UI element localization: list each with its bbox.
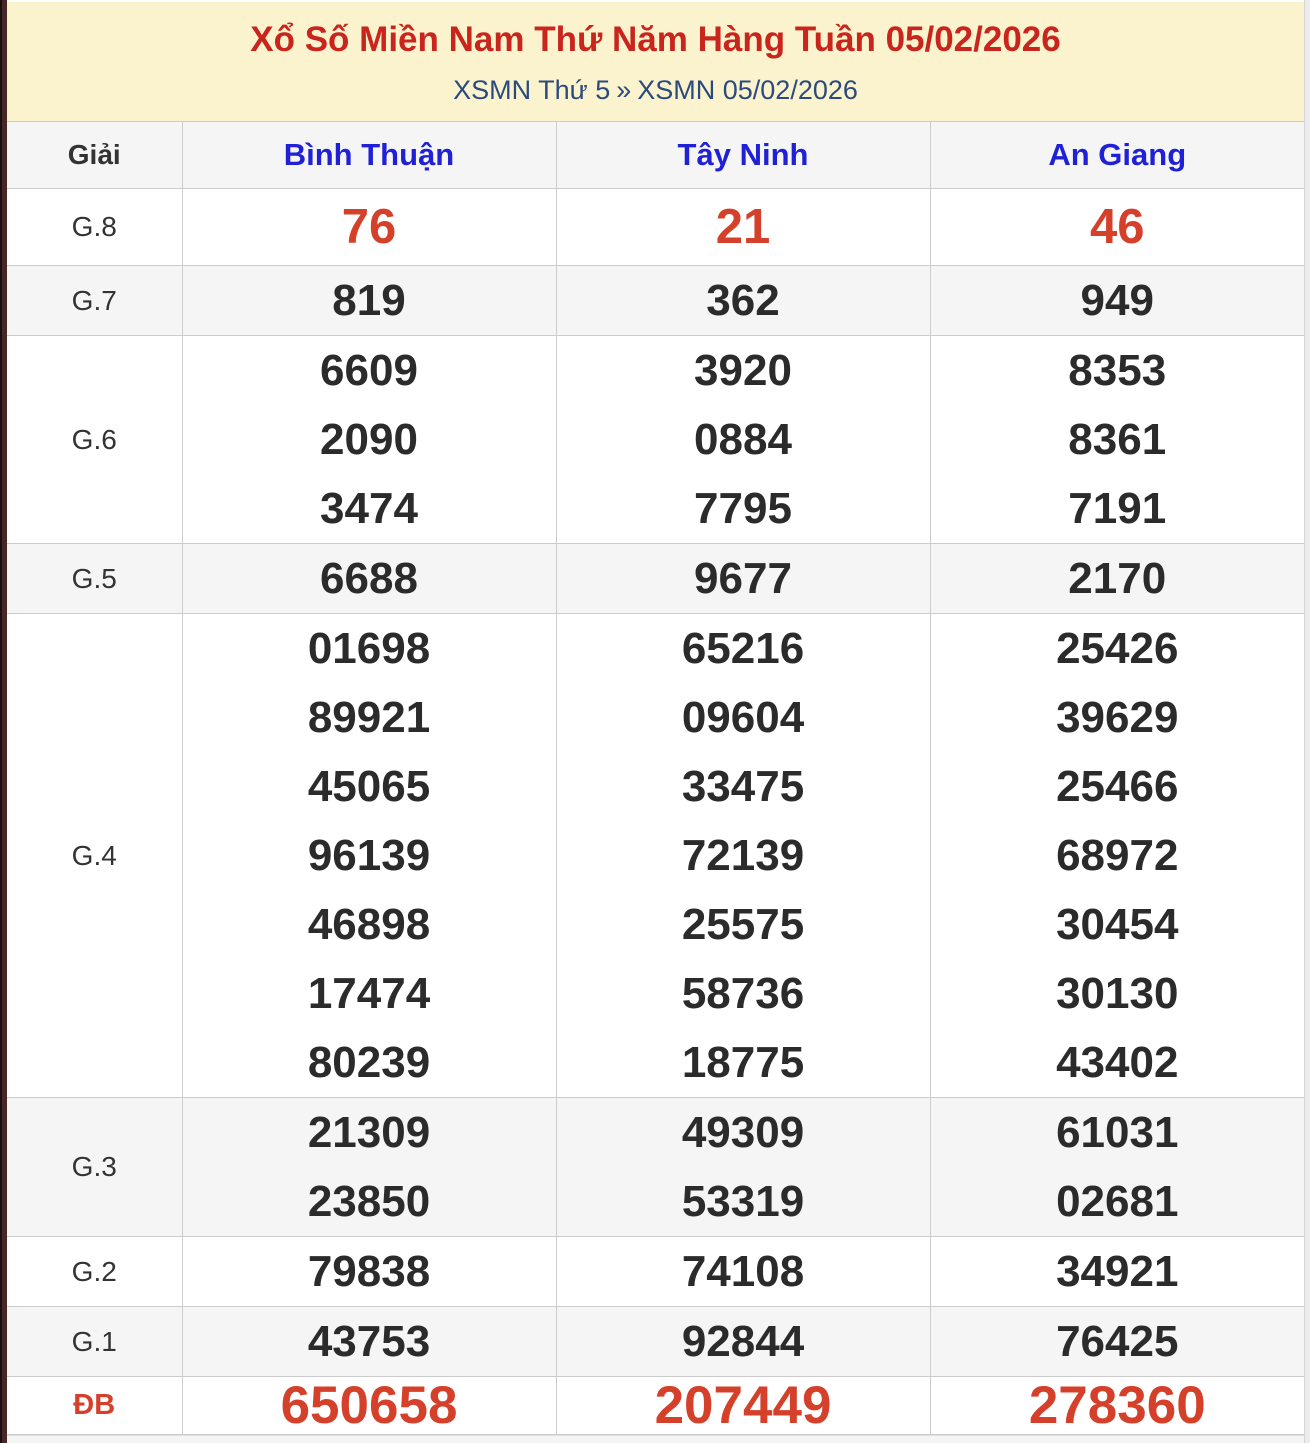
result-number: 68972 (1056, 831, 1179, 881)
result-number: 49309 (681, 1108, 805, 1158)
result-cell-g1-an-giang (930, 1307, 1304, 1377)
result-cell-g6-an-giang (930, 336, 1304, 544)
result-cell-g1-tay-ninh (556, 1307, 930, 1377)
result-cell-g8-binh-thuan (182, 189, 556, 266)
breadcrumb-separator: » (616, 75, 632, 105)
result-number: 7795 (694, 484, 792, 534)
prize-label-g7: G.7 (7, 266, 182, 336)
result-number: 33475 (681, 762, 805, 812)
result-number: 09604 (681, 693, 805, 743)
result-number: 92844 (681, 1317, 805, 1367)
result-number: 3920 (694, 346, 792, 396)
result-cell-g5-tay-ninh (556, 544, 930, 614)
region-header-an-giang[interactable]: An Giang (930, 122, 1304, 189)
result-number: 46898 (307, 900, 431, 950)
prize-column-header: Giải (7, 122, 182, 189)
result-cell-g7-tay-ninh (556, 266, 930, 336)
result-number: 278360 (1028, 1376, 1206, 1436)
prize-row-g4 (7, 614, 1304, 1098)
result-number: 2170 (1068, 554, 1167, 604)
breadcrumb (15, 74, 1296, 106)
result-number: 25575 (681, 900, 805, 950)
breadcrumb-link-xsmn-thu5[interactable]: XSMN Thứ 5 (453, 75, 611, 105)
page-left-edge (0, 0, 7, 1443)
result-number: 25466 (1056, 762, 1179, 812)
result-cell-g8-an-giang (930, 189, 1304, 266)
result-number: 21 (715, 200, 771, 255)
result-cell-g4-an-giang (930, 614, 1304, 1098)
prize-label-g6: G.6 (7, 336, 182, 544)
result-number: 01698 (307, 624, 431, 674)
prize-row-g1 (7, 1307, 1304, 1377)
results-header-row (7, 122, 1304, 189)
next-row-partial (7, 1435, 1304, 1443)
result-number: 74108 (681, 1247, 805, 1297)
result-number: 53319 (681, 1177, 805, 1227)
prize-label-g1: G.1 (7, 1307, 182, 1377)
prize-row-g6 (7, 336, 1304, 544)
result-number: 9677 (694, 554, 792, 604)
region-header-tay-ninh[interactable]: Tây Ninh (556, 122, 930, 189)
result-cell-db-binh-thuan (182, 1377, 556, 1435)
result-number: 8361 (1068, 415, 1167, 465)
result-cell-g5-binh-thuan (182, 544, 556, 614)
result-number: 0884 (694, 415, 792, 465)
result-number: 207449 (654, 1376, 832, 1436)
result-number: 6609 (320, 346, 418, 396)
result-cell-g4-tay-ninh (556, 614, 930, 1098)
result-number: 65216 (681, 624, 805, 674)
prize-label-g3: G.3 (7, 1098, 182, 1237)
result-cell-db-tay-ninh (556, 1377, 930, 1435)
lottery-header (7, 2, 1304, 121)
result-number: 89921 (307, 693, 431, 743)
prize-row-g8 (7, 189, 1304, 266)
result-number: 39629 (1056, 693, 1179, 743)
results-tbody (7, 189, 1304, 1435)
prize-row-g3 (7, 1098, 1304, 1237)
result-number: 61031 (1056, 1108, 1179, 1158)
result-number: 25426 (1056, 624, 1179, 674)
result-number: 650658 (280, 1376, 458, 1436)
result-cell-g3-binh-thuan (182, 1098, 556, 1237)
result-number: 72139 (681, 831, 805, 881)
result-cell-g5-an-giang (930, 544, 1304, 614)
result-number: 96139 (307, 831, 431, 881)
prize-label-g2: G.2 (7, 1237, 182, 1307)
result-number: 17474 (307, 969, 431, 1019)
result-number: 3474 (320, 484, 418, 534)
result-number: 2090 (320, 415, 418, 465)
result-number: 23850 (307, 1177, 431, 1227)
region-header-binh-thuan[interactable]: Bình Thuận (182, 122, 556, 189)
result-number: 43402 (1056, 1038, 1179, 1088)
result-cell-g1-binh-thuan (182, 1307, 556, 1377)
result-cell-g2-tay-ninh (556, 1237, 930, 1307)
result-cell-g2-an-giang (930, 1237, 1304, 1307)
page-content (7, 0, 1304, 1443)
result-number: 80239 (307, 1038, 431, 1088)
result-cell-g2-binh-thuan (182, 1237, 556, 1307)
prize-row-db (7, 1377, 1304, 1435)
result-number: 02681 (1056, 1177, 1179, 1227)
page-title: Xổ Số Miền Nam Thứ Năm Hàng Tuần 05/02/2026 (250, 20, 1061, 59)
result-cell-g4-binh-thuan (182, 614, 556, 1098)
result-number: 819 (332, 276, 406, 326)
prize-row-g5 (7, 544, 1304, 614)
prize-row-g2 (7, 1237, 1304, 1307)
result-cell-g7-binh-thuan (182, 266, 556, 336)
result-cell-g8-tay-ninh (556, 189, 930, 266)
result-cell-g6-tay-ninh (556, 336, 930, 544)
prize-label-g5: G.5 (7, 544, 182, 614)
result-number: 949 (1080, 276, 1154, 326)
result-number: 8353 (1068, 346, 1167, 396)
result-cell-g3-an-giang (930, 1098, 1304, 1237)
result-number: 30454 (1056, 900, 1179, 950)
result-number: 46 (1089, 200, 1145, 255)
page-right-edge (1304, 0, 1310, 1443)
result-number: 34921 (1056, 1247, 1179, 1297)
result-number: 58736 (681, 969, 805, 1019)
result-number: 7191 (1068, 484, 1167, 534)
prize-label-g8: G.8 (7, 189, 182, 266)
result-cell-db-an-giang (930, 1377, 1304, 1435)
result-number: 79838 (307, 1247, 431, 1297)
result-number: 45065 (307, 762, 431, 812)
results-table (7, 121, 1304, 1435)
prize-label-db: ĐB (7, 1377, 182, 1435)
breadcrumb-link-xsmn-date[interactable]: XSMN 05/02/2026 (637, 75, 858, 105)
result-number: 76 (341, 200, 397, 255)
result-number: 76425 (1056, 1317, 1179, 1367)
prize-row-g7 (7, 266, 1304, 336)
result-number: 21309 (307, 1108, 431, 1158)
result-number: 30130 (1056, 969, 1179, 1019)
result-cell-g6-binh-thuan (182, 336, 556, 544)
result-number: 18775 (681, 1038, 805, 1088)
result-number: 362 (706, 276, 780, 326)
prize-label-g4: G.4 (7, 614, 182, 1098)
result-cell-g3-tay-ninh (556, 1098, 930, 1237)
result-number: 43753 (307, 1317, 431, 1367)
result-cell-g7-an-giang (930, 266, 1304, 336)
result-number: 6688 (320, 554, 418, 604)
